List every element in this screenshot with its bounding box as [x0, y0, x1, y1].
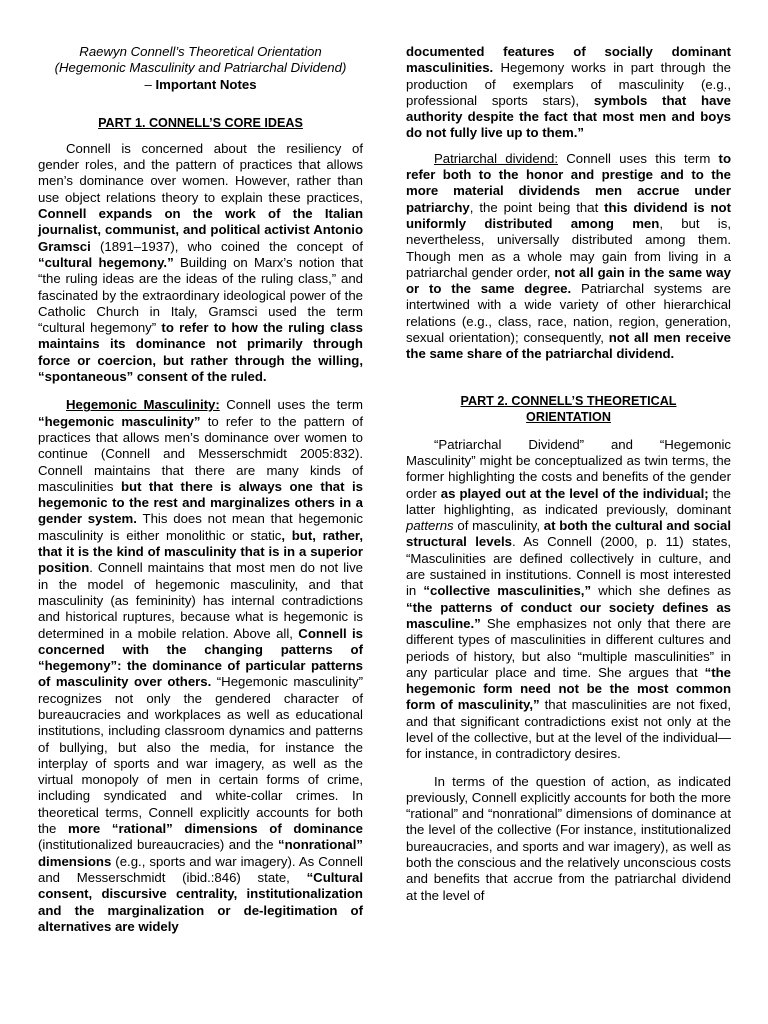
text-span: , but is, nevertheless, universally distributed among them. Though men as a whole may gain from living in a patriarchal gender order,: [406, 215, 731, 280]
part2-heading-line-1: PART 2. CONNELL’S THEORETICAL: [460, 393, 677, 408]
action-question-paragraph: In terms of the question of action, as indicated previously, Connell explicitly accounts for both the more “rational” and “nonrational” dimensions of dominance at the level of the collective (For instance, institutionalized bureaucracies, and sports and war imagery), as well as both the conscious and the relatively unconscious costs and benefits that accrue from the patriarchal dividend at the level of: [406, 773, 731, 903]
text-span: the latter highlighting, as indicated previously, dominant: [406, 485, 731, 517]
core-ideas-paragraph: [38, 141, 363, 385]
bold-span: documented features of socially dominant masculinities.: [406, 44, 731, 76]
bold-span: Connell is concerned with the changing patterns of “hegemony”: the dominance of particular patterns of masculinity over others.: [38, 625, 363, 690]
title-line-2: (Hegemonic Masculinity and Patriarchal Dividend): [54, 60, 347, 76]
text-span: (institutionalized bureaucracies) and the: [38, 837, 278, 853]
bold-span: “nonrational” dimensions: [38, 837, 363, 869]
text-span: to refer to the pattern of practices that allows men’s dominance over women to continue (Connell and Messerschmidt 2005:832). Connell maintains that there are many kinds of masculinities: [38, 413, 364, 494]
twin-terms-paragraph: [406, 437, 731, 763]
title-dash: –: [144, 76, 156, 92]
left-column: [38, 44, 363, 935]
bold-span: “the hegemonic form need not be the most common form of masculinity,”: [406, 664, 731, 713]
text-span: “Hegemonic masculinity” recognizes not only the gendered character of bureaucracies and workplaces as well as educational institutions, including classroom dynamics and patterns of bullying, but also the media, for instance the interplay of sports and war imagery, as well as the virtual monopoly of men in certain forms of crime, including syndicated and white-collar crimes. In theoretical terms, Connell explicitly accounts for both the: [38, 674, 363, 837]
patriarchal-dividend-paragraph: [406, 151, 731, 363]
text-span: , the point being that: [469, 199, 605, 215]
bold-span: more “rational” dimensions of dominance: [67, 821, 363, 837]
quote-continuation-paragraph: [406, 44, 731, 142]
bold-span: but that there is always one that is hegemonic to the rest and marginalizes others in a gender system.: [38, 478, 363, 527]
text-span: (e.g., sports and war imagery). As Connell and Messerschmidt (ibid.:846) state,: [38, 853, 363, 885]
text-span: . As Connell (2000, p. 11) states, “Masculinities are defined collectively in culture, and are sustained in institutions. Connell is most interested in: [406, 534, 731, 599]
bold-span: to refer both to the honor and prestige and to the more material dividends men accrue under patriarchy: [406, 150, 731, 215]
text-span: Hegemony works in part through the production of exemplars of masculinity (e.g., professional sports stars),: [406, 60, 731, 108]
bold-span: not all men receive the same share of the patriarchal dividend.: [406, 330, 731, 362]
text-span: “Patriarchal Dividend” and “Hegemonic Masculinity” might be conceptualized as twin terms, the former highlighting the costs and benefits of the gender order: [406, 436, 731, 501]
text-span: that masculinities are not fixed, and that significant contradictions exist not only at the level of the collective, but at the level of the individual— for instance, in contradictory desires.: [406, 697, 731, 762]
bold-span: this dividend is not uniformly distributed among men: [406, 199, 731, 231]
part2-heading: [406, 393, 731, 425]
text-span: . Connell maintains that most men do not live in the model of hegemonic masculinity, and that masculinity (as femininity) has internal contradictions and historical ruptures, because what is hegemonic is determined in a mobile relation. Above all,: [38, 560, 363, 641]
title-line-1: Raewyn Connell’s Theoretical Orientation: [79, 44, 322, 59]
bold-span: “Cultural consent, discursive centrality, institutionalization and the marginalization or de-legitimation of alternatives are widely: [38, 869, 363, 934]
bold-span: to refer to how the ruling class maintains its dominance not primarily through force or coercion, but rather through the willing, “spontaneous” consent of the ruled.: [38, 320, 363, 385]
term-label: Patriarchal dividend:: [434, 150, 559, 166]
bold-span: “the patterns of conduct our society defines as masculine.”: [406, 599, 731, 631]
text-span: Connell uses the term: [219, 397, 363, 413]
text-span: This does not mean that hegemonic masculinity is either monolithic or static: [38, 511, 363, 543]
hegemonic-masculinity-paragraph: [38, 397, 363, 935]
text-span: of masculinity,: [453, 518, 544, 534]
bold-span: at both the cultural and social structural levels: [406, 518, 731, 550]
text-span: She emphasizes not only that there are different types of masculinities in different cultures and periods of history, but also “multiple masculinities” in any particular place and time. She argues that: [406, 615, 731, 680]
bold-span: as played out at the level of the individual;: [440, 485, 709, 501]
bold-span: symbols that have authority despite the fact that most men and boys do not fully live up to them.”: [406, 92, 732, 141]
document-header: [38, 44, 363, 93]
text-span: Patriarchal systems are intertwined with a wide variety of other hierarchical relations (e.g., class, race, nation, region, generation, sexual orientation); consequently,: [406, 281, 731, 346]
important-notes-label: Important Notes: [155, 76, 257, 92]
right-column: [406, 44, 731, 904]
bold-span: , but, rather, that it is the kind of masculinity that is in a superior position: [38, 527, 363, 576]
text-span: Connell is concerned about the resiliency of gender roles, and the pattern of practices that allows men’s dominance over women. However, rather than use object relations theory to explain these practices,: [38, 140, 363, 205]
text-span: Connell uses this term: [558, 150, 719, 166]
italic-span: patterns: [406, 518, 454, 534]
part1-heading: PART 1. CONNELL’S CORE IDEAS: [98, 115, 303, 130]
text-span: which she defines as: [591, 583, 732, 599]
bold-span: “collective masculinities,”: [423, 583, 592, 599]
bold-span: not all gain in the same way or to the same degree.: [406, 264, 731, 297]
term-label: Hegemonic Masculinity:: [66, 397, 220, 413]
title-line-3: [38, 77, 363, 93]
text-span: (1891–1937), who coined the concept of: [90, 238, 363, 254]
text-span: Building on Marx’s notion that “the ruling ideas are the ideas of the ruling class,” and fascinated by the extraordinary ideological power of the Catholic Church in Italy, Gramsci used the term “cultural hegemony”: [38, 254, 363, 336]
bold-span: Connell expands on the work of the Italian journalist, communist, and political activist Antonio Gramsci: [38, 206, 363, 254]
part2-heading-line-2: ORIENTATION: [526, 409, 611, 424]
bold-span: “hegemonic masculinity”: [38, 413, 201, 429]
bold-span: “cultural hegemony.”: [38, 254, 174, 270]
